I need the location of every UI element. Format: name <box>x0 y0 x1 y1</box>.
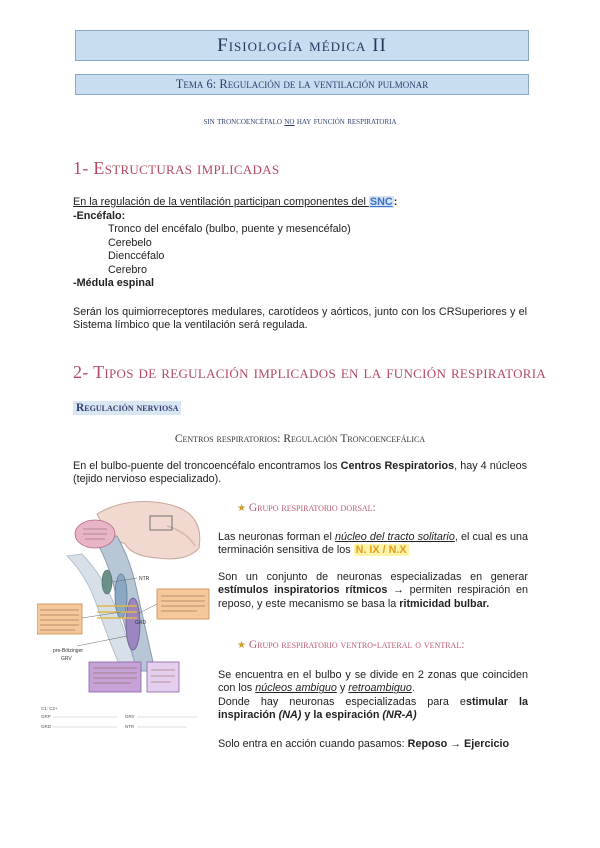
legend-ntr: NTR <box>125 724 135 729</box>
bulbo-paragraph <box>73 460 527 487</box>
text: y <box>336 682 349 695</box>
bulbo-text: En el bulbo-puente del troncoencéfalo encontramos los <box>73 460 341 472</box>
text: Donde hay neuronas especializadas para e <box>218 695 466 708</box>
list-item: Cerebelo <box>108 236 152 249</box>
quimio-paragraph: Serán los quimiorreceptores medulares, carotídeos y aórticos, junto con los CRSuperiores y el Sistema límbico que la ventilación será regulada. <box>73 306 527 332</box>
underlined-term: retroambiguo <box>348 682 412 695</box>
regulacion-nerviosa-subheading: Regulación nerviosa <box>73 401 181 415</box>
encefalo-label: -Encéfalo: <box>73 210 126 222</box>
orange-label-box-right <box>157 589 209 619</box>
star-icon: ★ <box>237 503 246 514</box>
ntr-label: NTR <box>139 576 150 582</box>
text: Se encuentra en el bulbo y se divide en 2 zonas que coinciden con los <box>218 669 528 695</box>
nts-underlined: núcleo del tracto solitario <box>334 531 455 543</box>
list-item: Tronco del encéfalo (bulbo, puente y mesencéfalo) <box>108 223 351 236</box>
bulbo-text-end: , hay 4 núcleos (tejido nervioso especializado). <box>73 460 527 486</box>
bold-text: Reposo → Ejercicio <box>407 738 510 750</box>
note-underlined: no <box>284 117 295 127</box>
legend-c1: C1: C2+ <box>41 706 58 711</box>
grd-label: GRD <box>135 620 147 626</box>
brainstem-diagram <box>37 496 212 736</box>
star-icon: ★ <box>237 640 246 651</box>
ventral-paragraph <box>218 669 528 723</box>
bold-text: ritmicidad bulbar. <box>399 597 490 610</box>
list-item: Dienccéfalo <box>108 250 165 263</box>
header-note <box>0 117 600 127</box>
nerves-highlight: N. IX / N.X <box>355 544 407 557</box>
bulbo-bold: Centros Respiratorios <box>340 460 455 472</box>
underlined-term: núcleos ambiguo <box>255 682 337 695</box>
structures-list <box>73 210 533 290</box>
orange-label-box <box>37 604 82 634</box>
text: . <box>411 682 415 695</box>
medula-label: -Médula espinal <box>73 277 154 290</box>
intro-text: En la regulación de la ventilación participan componentes del <box>73 196 369 208</box>
dorsal-paragraph-2 <box>218 571 528 611</box>
note-part: sin troncoencéfalo <box>203 117 285 127</box>
text: Solo entra en acción cuando pasamos: <box>218 738 408 750</box>
section1-intro <box>73 196 533 209</box>
na-label: (NA) <box>275 709 302 722</box>
bold-text: y la espiración <box>301 709 380 722</box>
solo-paragraph <box>218 738 528 751</box>
legend-grp: GRP <box>41 714 51 719</box>
bold-text: estímulos inspiratorios rítmicos <box>218 584 388 597</box>
nra-label: (NR-A) <box>379 709 417 722</box>
purple-label-box-right <box>147 662 179 692</box>
legend-grv: GRV <box>125 714 135 719</box>
text: Las neuronas forman el <box>218 531 335 543</box>
pre-botzinger-label: pre-Bötzinger <box>53 648 84 654</box>
centros-respiratorios-heading: Centros respiratorios: Regulación Troncoencefálica <box>174 433 426 445</box>
text: Son un conjunto de neuronas especializadas en generar <box>218 571 528 583</box>
legend-grd: GRD <box>41 724 51 729</box>
bold-text: stimular la inspiración <box>218 695 528 722</box>
text: , el cual es una terminación sensitiva de los <box>218 531 528 557</box>
dorsal-group-heading <box>237 502 376 514</box>
purple-label-box <box>89 662 141 692</box>
text: → permiten respiración en reposo, y este mecanismo se basa la <box>218 584 529 610</box>
section1-heading: 1- Estructuras implicadas <box>73 158 280 178</box>
ventral-group-heading <box>237 639 464 651</box>
list-item: Cerebro <box>108 263 148 276</box>
dorsal-heading-text: Grupo respiratorio dorsal: <box>248 502 376 514</box>
brainstem-illustration <box>37 496 212 736</box>
document-title: Fisiología médica II <box>75 30 529 61</box>
snc-highlight: SNC <box>369 196 393 208</box>
note-part-end: hay función respiratoria <box>294 117 397 127</box>
section2-heading: 2- Tipos de regulación implicados en la función respiratoria <box>73 362 547 382</box>
intro-colon: : <box>393 196 398 208</box>
ntr-nucleus <box>102 570 112 594</box>
grv-label: GRV <box>61 656 72 662</box>
ventral-heading-text: Grupo respiratorio ventro-lateral o ventral: <box>248 639 465 651</box>
dorsal-paragraph-1 <box>218 531 528 558</box>
topic-subtitle: Tema 6: Regulación de la ventilación pulmonar <box>75 74 529 95</box>
